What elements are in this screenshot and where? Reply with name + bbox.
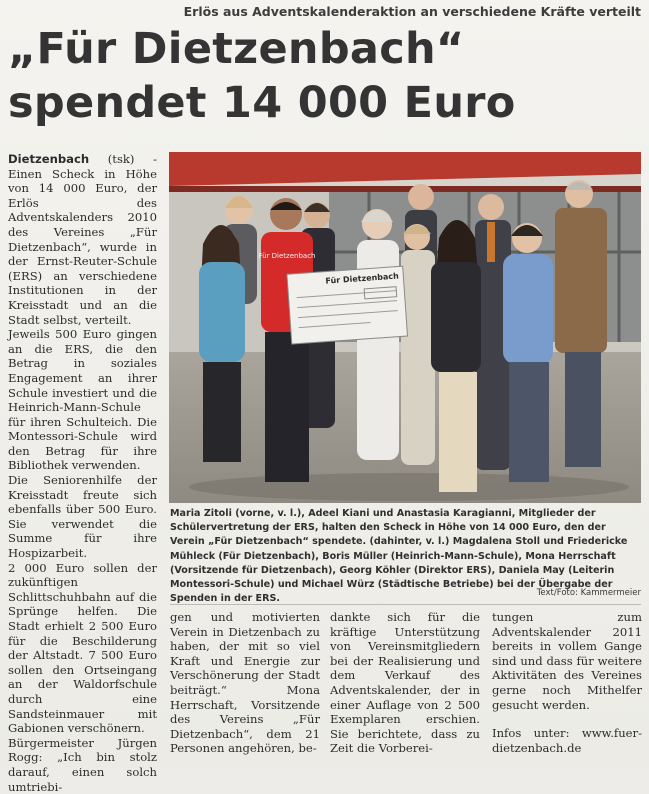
paragraph-2: Jeweils 500 Euro gingen an die ERS, die den Betrag in soziales Engagement an ihrer Schule investiert und die Heinrich-Mann-Schule für ihren Schulteich. Die Montessori-Schule wird den Betrag für ihre Bibliothek verwenden. (8, 327, 157, 473)
shirt-print: Für Dietzenbach (258, 252, 316, 260)
article-column-2 (170, 610, 320, 756)
lead-text: (tsk) - Einen Scheck in Höhe von 14 000 Euro, der Erlös des Adventskalenders 2010 des Vereines „Für Dietzenbach“, wurde in der Ernst-Reuter-Schule (ERS) an verschiedene Institutionen in der Kreisstadt und an die Stadt selbst, verteilt. (8, 152, 157, 327)
photo-illustration (169, 152, 641, 503)
caption-text: Maria Zitoli (vorne, v. l.), Adeel Kiani und Anastasia Karagianni, Mitglieder der Schülervertretung der ERS, halten den Scheck in Höhe von 14 000 Euro, den der Verein „Für Dietzenbach“ spendete. (dahinter, v. l.) Magdalena Stoll und Friedericke Mühleck (Für Dietzenbach), Boris Müller (Heinrich-Mann-Schule), Mona Herrschaft (Vorsitzende für Dietzenbach), Georg Köhler (Direktor ERS), Daniela May (Leiterin Montessori-Schule) und Michael Würz (Städtische Betriebe) bei der Übergabe der Spenden in der ERS. (170, 508, 628, 605)
paragraph-5: Bürgermeister Jürgen Rogg: „Ich bin stolz darauf, einen solch umtriebi- (8, 735, 157, 794)
cheque (287, 266, 408, 344)
article-column-4 (492, 610, 642, 755)
column-2-text: gen und motivierten Verein in Dietzenbach zu haben, der mit so viel Kraft und Energie zur Verschönerung der Stadt beiträgt.“ Mona Herrschaft, Vorsitzende des Vereins „Für Dietzenbach“, dem 21 Personen angehören, be- (170, 610, 320, 756)
kicker: Erlös aus Adventskalenderaktion an verschiedene Kräfte verteilt (183, 4, 641, 19)
group-photo (169, 152, 641, 503)
paragraph-4: 2 000 Euro sollen der zukünftigen Schlittschuhbahn auf die Sprünge helfen. Die Stadt erhielt 2 500 Euro für die Beschilderung der Altstadt. 7 500 Euro sollen den Ortseingang an der Waldorfschule durch eine Sandsteinmauer mit Gabionen verschönern. (8, 560, 157, 736)
column-4-text: tungen zum Adventskalender 2011 bereits in vollem Gange sind und dass für weitere Aktivitäten des Vereines gerne noch Mithelfer gesucht werden. (492, 610, 642, 712)
cheque-label: Für Dietzenbach (325, 271, 400, 286)
photo-credit: Text/Foto: Kammermeier (536, 588, 641, 598)
headline-line-1: „Für Dietzenbach“ (8, 24, 465, 74)
article-column-3 (330, 610, 480, 756)
column-4-info: Infos unter: www.fuer-dietzenbach.de (492, 726, 642, 755)
headline (8, 22, 643, 130)
article-column-1 (8, 152, 157, 794)
column-3-text: dankte sich für die kräftige Unterstützung von Vereinsmitgliedern bei der Realisierung und dem Verkauf des Adventskalender, der in einer Auflage von 2 500 Exemplaren erschien. Sie berichtete, dass zu Zeit die Vorberei- (330, 610, 480, 756)
paragraph-3: Die Seniorenhilfe der Kreisstadt freute sich ebenfalls über 500 Euro. Sie verwendet die Summe für ihre Hospizarbeit. (8, 473, 157, 561)
lead-paragraph (8, 152, 157, 327)
headline-line-2: spendet 14 000 Euro (8, 78, 516, 128)
lead-place: Dietzenbach (8, 152, 90, 166)
divider (170, 604, 641, 605)
